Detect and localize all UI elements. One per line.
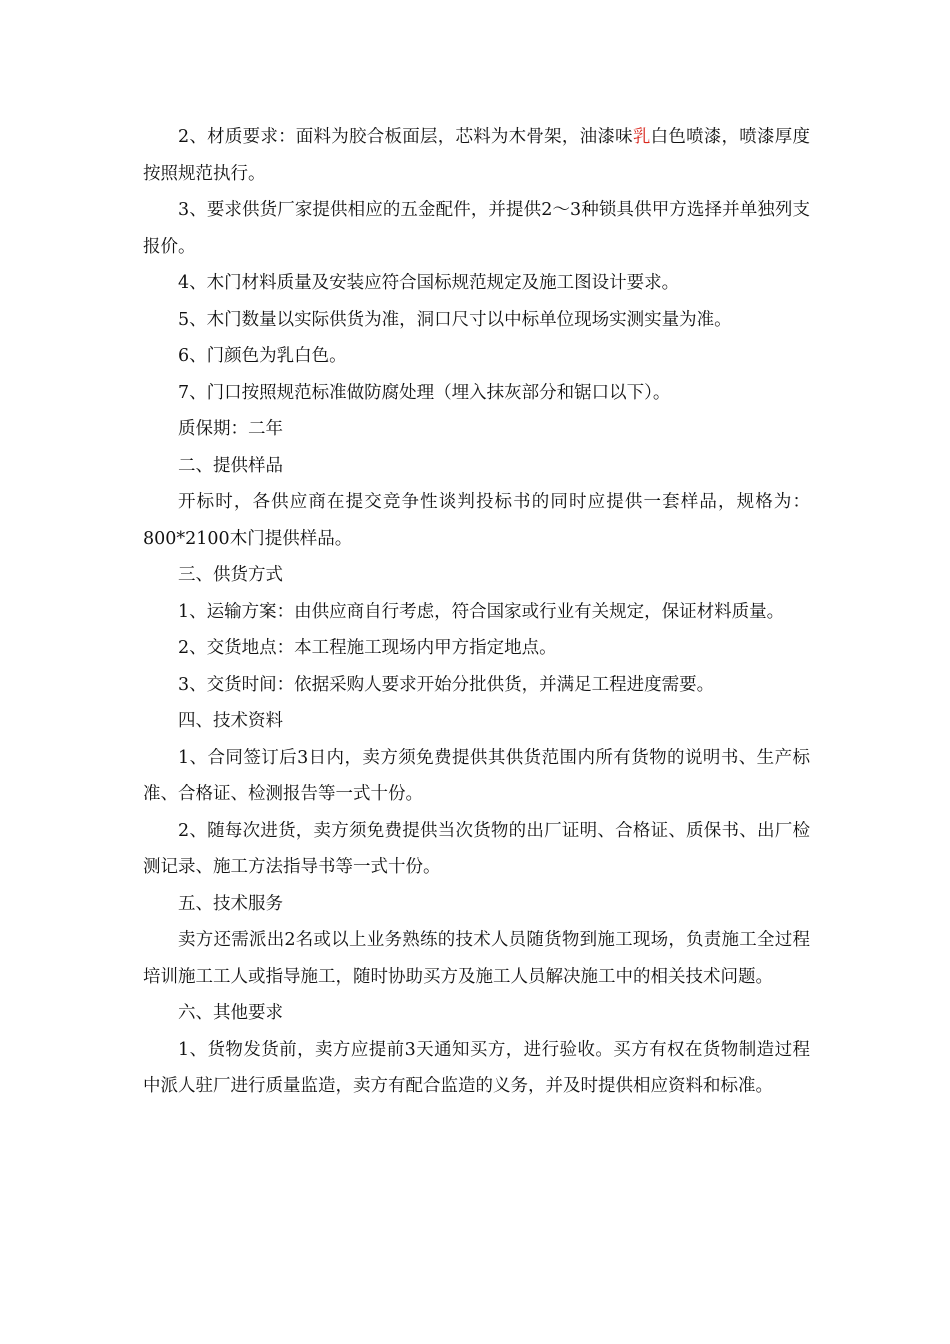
paragraph-technical-service: 卖方还需派出2名或以上业务熟练的技术人员随货物到施工现场，负责施工全过程培训施工工人或指导施工，随时协助买方及施工人员解决施工中的相关技术问题。 [143,930,810,987]
paragraph-quantity: 5、木门数量以实际供货为准，洞口尺寸以中标单位现场实测实量为准。 [178,309,732,330]
section-heading-technical-service: 五、技术服务 [178,893,283,914]
document-body [143,119,810,1105]
paragraph-hardware: 3、要求供货厂家提供相应的五金配件，并提供2～3种锁具供甲方选择并单独列支报价。 [143,200,810,257]
paragraph-contract-documents: 1、合同签订后3日内，卖方须免费提供其供货范围内所有货物的说明书、生产标准、合格证、检测报告等一式十份。 [143,747,810,804]
paragraph-delivery-time: 3、交货时间：依据采购人要求开始分批供货，并满足工程进度需要。 [178,674,715,695]
highlighted-character: 乳 [632,127,651,147]
section-heading-other-requirements: 六、其他要求 [178,1003,283,1023]
paragraph-text-post: 白色喷漆，喷漆厚度按照规范执行。 [143,127,811,184]
paragraph-delivery-location: 2、交货地点：本工程施工现场内甲方指定地点。 [178,638,557,658]
paragraph-anticorrosion: 7、门口按照规范标准做防腐处理（埋入抹灰部分和锯口以下）。 [178,382,671,403]
paragraph-transport: 1、运输方案：由供应商自行考虑，符合国家或行业有关规定，保证材料质量。 [178,601,785,622]
paragraph-text-pre: 2、材质要求：面料为胶合板面层，芯料为木骨架，油漆味 [178,127,633,147]
paragraph-material-requirements [143,119,810,192]
paragraph-samples: 开标时，各供应商在提交竞争性谈判投标书的同时应提供一套样品，规格为：800*2100木门提供样品。 [143,492,810,549]
paragraph-inspection: 1、货物发货前，卖方应提前3天通知买方，进行验收。买方有权在货物制造过程中派人驻厂进行质量监造，卖方有配合监造的义务，并及时提供相应资料和标准。 [143,1039,810,1096]
section-heading-technical-documents: 四、技术资料 [178,711,283,731]
paragraph-shipment-documents: 2、随每次进货，卖方须免费提供当次货物的出厂证明、合格证、质保书、出厂检测记录、施工方法指导书等一式十份。 [143,820,810,877]
paragraph-door-color: 6、门颜色为乳白色。 [178,346,347,366]
paragraph-quality-standard: 4、木门材料质量及安装应符合国标规范规定及施工图设计要求。 [178,273,680,293]
section-heading-supply-method: 三、供货方式 [178,565,283,585]
paragraph-warranty: 质保期：二年 [178,419,283,439]
section-heading-samples: 二、提供样品 [178,455,283,476]
